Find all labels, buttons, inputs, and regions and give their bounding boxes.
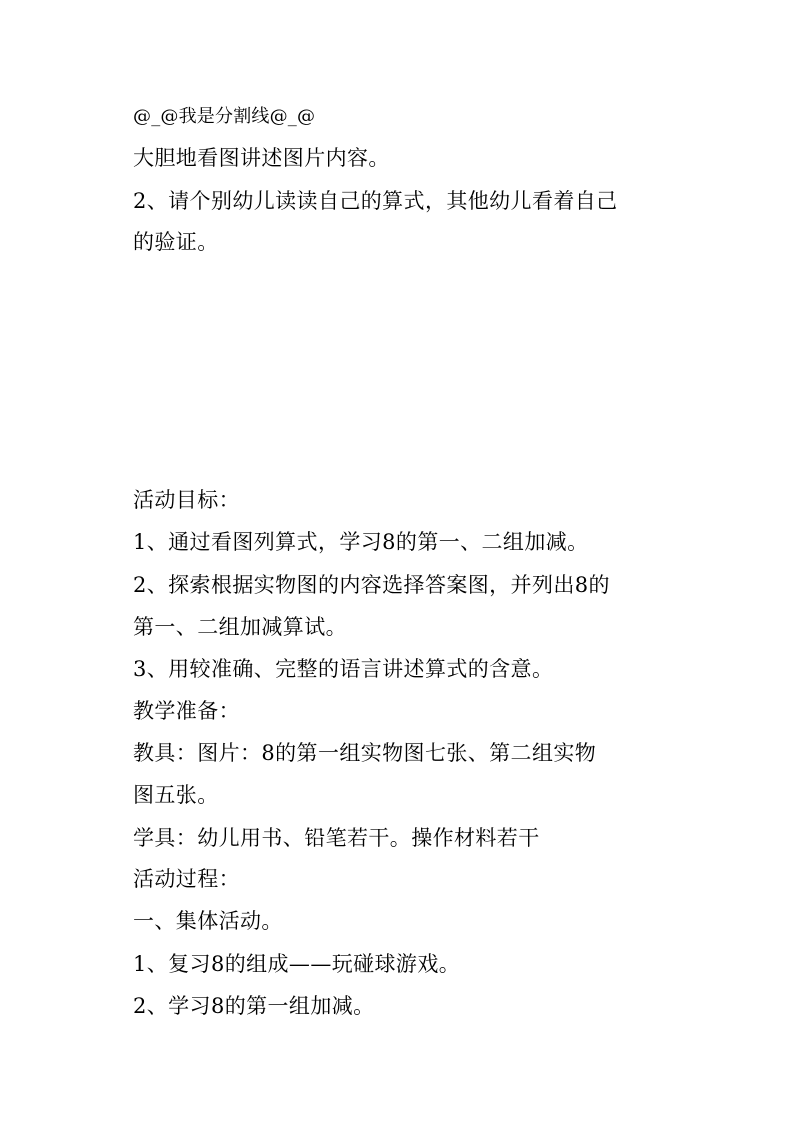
goal-item: 3、用较准确、完整的语言讲述算式的含意。: [133, 657, 554, 681]
paragraph-line: 的验证。: [133, 230, 219, 254]
divider-text: @_@我是分割线@_@: [133, 106, 316, 127]
section-heading: 一、集体活动。: [133, 909, 283, 933]
teaching-aids: 教具：图片：8的第一组实物图七张、第二组实物: [133, 741, 597, 765]
paragraph-line: 2、请个别幼儿读读自己的算式，其他幼儿看着自己: [133, 189, 618, 213]
process-step: 2、学习8的第一组加减。: [133, 994, 375, 1018]
goal-item: 1、通过看图列算式，学习8的第一、二组加减。: [133, 530, 589, 554]
process-step: 1、复习8的组成——玩碰球游戏。: [133, 952, 461, 976]
learning-aids: 学具：幼儿用书、铅笔若干。操作材料若干: [133, 826, 540, 850]
paragraph-line: 大胆地看图讲述图片内容。: [133, 146, 390, 170]
process-heading: 活动过程：: [133, 867, 240, 891]
prep-heading: 教学准备：: [133, 699, 240, 723]
goals-heading: 活动目标：: [133, 488, 240, 512]
teaching-aids-continued: 图五张。: [133, 783, 219, 807]
goal-item: 2、探索根据实物图的内容选择答案图，并列出8的: [133, 573, 610, 597]
goal-item-continued: 第一、二组加减算试。: [133, 615, 347, 639]
